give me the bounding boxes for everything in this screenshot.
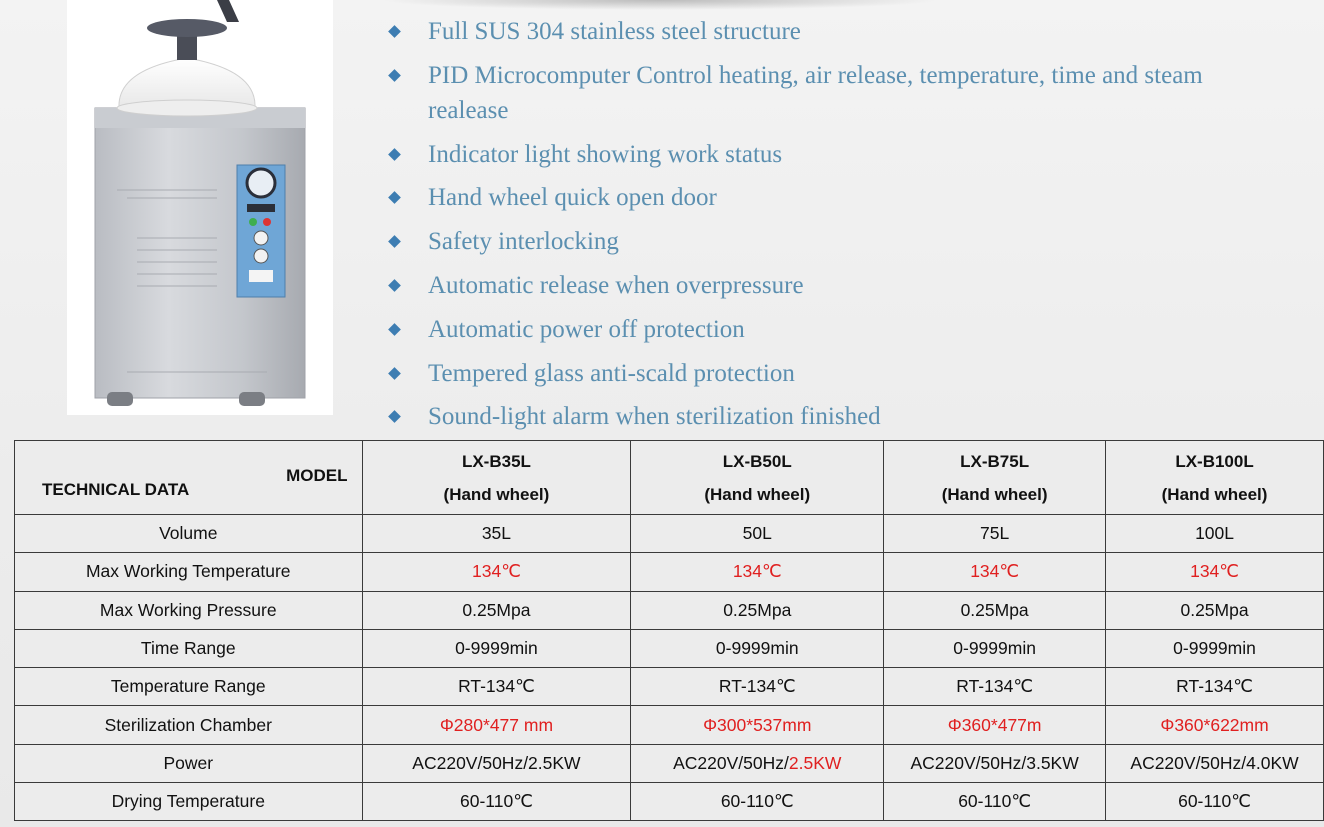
- table-cell: Φ280*477 mm: [362, 706, 631, 744]
- table-cell: 0-9999min: [1106, 629, 1324, 667]
- row-label: Time Range: [15, 629, 363, 667]
- table-cell: 134℃: [1106, 553, 1324, 591]
- diamond-bullet-icon: [388, 192, 401, 205]
- table-cell: RT-134℃: [1106, 668, 1324, 706]
- model-sub: (Hand wheel): [704, 484, 811, 504]
- technical-data-table: [14, 440, 1324, 821]
- cell-text: AC220V/50Hz/: [673, 752, 789, 773]
- feature-item: [388, 268, 1288, 303]
- model-header: [362, 441, 631, 515]
- table-cell: Φ360*622mm: [1106, 706, 1324, 744]
- table-cell: 0.25Mpa: [362, 591, 631, 629]
- feature-text: Tempered glass anti-scald protection: [428, 359, 795, 387]
- table-cell: 60-110℃: [884, 783, 1106, 821]
- diamond-bullet-icon: [388, 411, 401, 424]
- table-corner-cell: [15, 441, 363, 515]
- feature-item: [388, 137, 1288, 172]
- table-cell: 134℃: [884, 553, 1106, 591]
- table-cell: RT-134℃: [362, 668, 631, 706]
- feature-text: Automatic release when overpressure: [428, 271, 804, 299]
- table-row: [15, 629, 1324, 667]
- feature-item: [388, 14, 1288, 49]
- model-sub: (Hand wheel): [1161, 484, 1268, 504]
- table-row: [15, 515, 1324, 553]
- row-label: Volume: [15, 515, 363, 553]
- table-cell: 35L: [362, 515, 631, 553]
- diamond-bullet-icon: [388, 279, 401, 292]
- row-label: Drying Temperature: [15, 783, 363, 821]
- model-sub: (Hand wheel): [443, 484, 550, 504]
- table-cell: [631, 744, 884, 782]
- table-cell: 50L: [631, 515, 884, 553]
- row-label: Sterilization Chamber: [15, 706, 363, 744]
- feature-item: [388, 224, 1288, 259]
- feature-list: [388, 14, 1288, 443]
- table-cell: RT-134℃: [884, 668, 1106, 706]
- row-label: Max Working Pressure: [15, 591, 363, 629]
- row-label: Max Working Temperature: [15, 553, 363, 591]
- table-cell: 134℃: [362, 553, 631, 591]
- model-name: LX-B35L: [461, 451, 531, 471]
- table-cell: 0-9999min: [631, 629, 884, 667]
- feature-text: PID Microcomputer Control heating, air release, temperature, time and steam realease: [428, 61, 1203, 124]
- table-row: [15, 783, 1324, 821]
- table-cell: 60-110℃: [362, 783, 631, 821]
- product-photo: [67, 0, 333, 415]
- model-name: LX-B75L: [960, 451, 1030, 471]
- table-row: [15, 744, 1324, 782]
- table-cell: 100L: [1106, 515, 1324, 553]
- feature-text: Safety interlocking: [428, 228, 619, 256]
- table-cell: Φ360*477m: [884, 706, 1106, 744]
- table-row: [15, 706, 1324, 744]
- corner-model-label: MODEL: [286, 466, 348, 485]
- feature-text: Full SUS 304 stainless steel structure: [428, 18, 801, 45]
- table-cell: 0.25Mpa: [884, 591, 1106, 629]
- feature-item: [388, 180, 1288, 215]
- model-name: LX-B50L: [722, 451, 792, 471]
- diamond-bullet-icon: [388, 25, 401, 38]
- table-header-row: [15, 441, 1324, 515]
- table-cell: AC220V/50Hz/4.0KW: [1106, 744, 1324, 782]
- feature-text: Indicator light showing work status: [428, 140, 783, 168]
- feature-item: [388, 58, 1288, 128]
- feature-item: [388, 399, 1288, 434]
- table-cell: AC220V/50Hz/2.5KW: [362, 744, 631, 782]
- table-cell: 0.25Mpa: [631, 591, 884, 629]
- table-cell: RT-134℃: [631, 668, 884, 706]
- model-sub: (Hand wheel): [941, 484, 1048, 504]
- table-row: [15, 553, 1324, 591]
- corner-title-label: TECHNICAL DATA: [42, 480, 190, 499]
- table-row: [15, 668, 1324, 706]
- table-cell: 0-9999min: [362, 629, 631, 667]
- table-cell: Φ300*537mm: [631, 706, 884, 744]
- diamond-bullet-icon: [388, 323, 401, 336]
- model-name: LX-B100L: [1175, 451, 1254, 471]
- table-cell: 134℃: [631, 553, 884, 591]
- row-label: Temperature Range: [15, 668, 363, 706]
- table-cell: 0-9999min: [884, 629, 1106, 667]
- autoclave-illustration: [67, 0, 333, 415]
- table-cell: 60-110℃: [631, 783, 884, 821]
- diamond-bullet-icon: [388, 69, 401, 82]
- feature-text: Hand wheel quick open door: [428, 184, 717, 212]
- model-header: [884, 441, 1106, 515]
- model-header: [1106, 441, 1324, 515]
- cell-highlight: 2.5KW: [788, 752, 842, 773]
- model-header: [631, 441, 884, 515]
- diamond-bullet-icon: [388, 367, 401, 380]
- feature-text: Sound-light alarm when sterilization finished: [428, 403, 881, 431]
- feature-item: [388, 312, 1288, 347]
- table-cell: 60-110℃: [1106, 783, 1324, 821]
- row-label: Power: [15, 744, 363, 782]
- diamond-bullet-icon: [388, 148, 401, 161]
- table-cell: AC220V/50Hz/3.5KW: [884, 744, 1106, 782]
- table-cell: 75L: [884, 515, 1106, 553]
- table-cell: 0.25Mpa: [1106, 591, 1324, 629]
- diamond-bullet-icon: [388, 235, 401, 248]
- top-shadow: [380, 0, 940, 10]
- feature-item: [388, 356, 1288, 391]
- feature-text: Automatic power off protection: [428, 315, 745, 343]
- table-row: [15, 591, 1324, 629]
